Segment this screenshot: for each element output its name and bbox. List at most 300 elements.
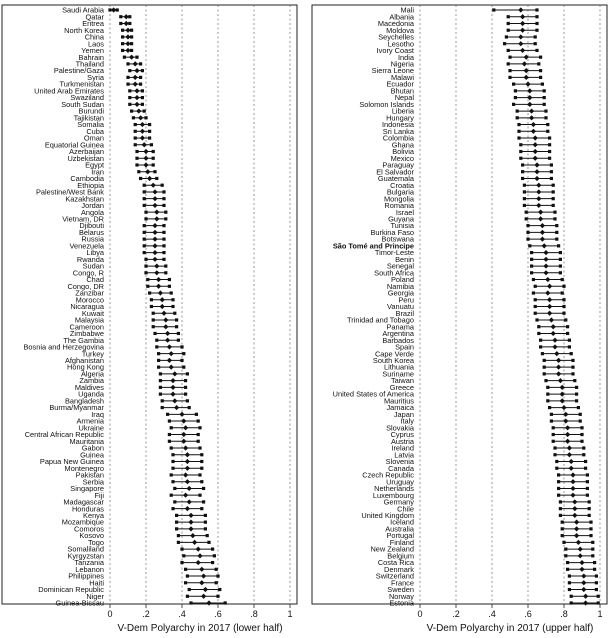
ci-lower-marker xyxy=(184,568,187,571)
country-label: Somaliland xyxy=(67,544,104,554)
country-label: Bosnia and Herzegovina xyxy=(23,342,104,352)
country-label: Bangladesh xyxy=(64,396,104,406)
ci-upper-marker xyxy=(550,163,553,166)
ci-upper-marker xyxy=(535,29,538,32)
ci-lower-marker xyxy=(135,163,138,166)
point-estimate xyxy=(161,311,166,316)
ci-lower-marker xyxy=(553,446,556,449)
country-label: Ghana xyxy=(391,140,414,150)
country-label: Denmark xyxy=(384,564,414,574)
ci-upper-marker xyxy=(180,359,183,362)
country-label: Yemen xyxy=(81,46,104,56)
ci-upper-marker xyxy=(552,184,555,187)
point-estimate xyxy=(542,243,547,248)
point-estimate xyxy=(569,459,574,464)
country-label: Seychelles xyxy=(378,32,414,42)
ci-upper-marker xyxy=(588,514,591,517)
ci-lower-marker xyxy=(561,534,564,537)
point-estimate xyxy=(187,486,192,491)
point-estimate xyxy=(583,600,588,605)
x-tick-label: .2 xyxy=(142,609,150,619)
ci-lower-marker xyxy=(519,157,522,160)
ci-upper-marker xyxy=(180,345,183,348)
country-label: Guyana xyxy=(388,214,414,224)
point-estimate xyxy=(536,183,541,188)
ci-lower-marker xyxy=(143,184,146,187)
ci-lower-marker xyxy=(161,399,164,402)
point-estimate xyxy=(543,270,548,275)
point-estimate xyxy=(565,425,570,430)
point-estimate xyxy=(547,297,552,302)
ci-lower-marker xyxy=(562,541,565,544)
country-label: South Korea xyxy=(372,356,414,366)
ci-upper-marker xyxy=(186,372,189,375)
country-label: Libya xyxy=(86,248,104,258)
point-estimate xyxy=(579,560,584,565)
ci-upper-marker xyxy=(534,42,537,45)
country-label: Greece xyxy=(389,382,414,392)
x-tick-label: 1 xyxy=(597,609,603,619)
country-label: Oman xyxy=(83,133,104,143)
country-label: Portugal xyxy=(386,531,414,541)
country-label: Fiji xyxy=(94,490,104,500)
ci-upper-marker xyxy=(550,177,553,180)
point-estimate xyxy=(151,183,156,188)
country-label: Central African Republic xyxy=(24,430,104,440)
point-estimate xyxy=(201,573,206,578)
point-estimate xyxy=(140,129,145,134)
point-estimate xyxy=(152,189,157,194)
point-estimate xyxy=(527,88,532,93)
country-label: Thailand xyxy=(75,59,104,69)
country-label: El Salvador xyxy=(376,167,414,177)
country-label: Taiwan xyxy=(390,376,414,386)
point-estimate xyxy=(545,290,550,295)
country-label: Australia xyxy=(385,524,414,534)
point-estimate xyxy=(578,553,583,558)
country-label: Sweden xyxy=(387,585,414,595)
ci-upper-marker xyxy=(175,318,178,321)
point-estimate xyxy=(572,499,577,504)
point-estimate xyxy=(583,594,588,599)
country-label: Cuba xyxy=(86,126,104,136)
country-label: Colombia xyxy=(382,133,414,143)
point-estimate xyxy=(558,378,563,383)
point-estimate xyxy=(567,445,572,450)
ci-lower-marker xyxy=(155,339,158,342)
point-estimate xyxy=(165,338,170,343)
ci-lower-marker xyxy=(171,460,174,463)
ci-lower-marker xyxy=(530,271,533,274)
ci-upper-marker xyxy=(586,473,589,476)
point-estimate xyxy=(556,358,561,363)
point-estimate xyxy=(203,587,208,592)
point-estimate xyxy=(520,48,525,53)
country-label: Tajikistan xyxy=(73,113,104,123)
ci-lower-marker xyxy=(175,521,178,524)
ci-lower-marker xyxy=(512,103,515,106)
point-estimate xyxy=(534,176,539,181)
point-estimate xyxy=(547,304,552,309)
ci-lower-marker xyxy=(557,494,560,497)
x-tick-label: .8 xyxy=(560,609,568,619)
point-estimate xyxy=(520,14,525,19)
country-label: Barbados xyxy=(382,335,414,345)
point-estimate xyxy=(579,567,584,572)
lower-half-panel xyxy=(2,5,297,634)
ci-upper-marker xyxy=(211,561,214,564)
point-estimate xyxy=(527,102,532,107)
point-estimate xyxy=(549,317,554,322)
ci-upper-marker xyxy=(534,35,537,38)
ci-upper-marker xyxy=(580,433,583,436)
ci-lower-marker xyxy=(516,116,519,119)
point-estimate xyxy=(192,540,197,545)
point-estimate xyxy=(172,371,177,376)
ci-lower-marker xyxy=(507,15,510,18)
country-label: Morocco xyxy=(75,295,104,305)
country-label: Haiti xyxy=(89,578,104,588)
ci-upper-marker xyxy=(168,278,171,281)
ci-upper-marker xyxy=(216,595,219,598)
point-estimate xyxy=(154,270,159,275)
country-label: Eritrea xyxy=(82,19,104,29)
country-label: Latvia xyxy=(394,450,414,460)
country-label: Austria xyxy=(390,436,414,446)
ci-lower-marker xyxy=(146,278,149,281)
ci-lower-marker xyxy=(143,244,146,247)
country-label: South Sudan xyxy=(61,99,104,109)
ci-upper-marker xyxy=(584,467,587,470)
country-label: Pakistan xyxy=(75,470,104,480)
ci-lower-marker xyxy=(128,89,131,92)
ci-lower-marker xyxy=(530,258,533,261)
country-label: Bahrain xyxy=(78,52,104,62)
ci-lower-marker xyxy=(564,547,567,550)
country-label: Uzbekistan xyxy=(67,153,104,163)
country-label: Jordan xyxy=(81,201,104,211)
country-label: Tanzania xyxy=(74,558,104,568)
ci-upper-marker xyxy=(184,386,187,389)
point-estimate xyxy=(540,223,545,228)
point-estimate xyxy=(538,210,543,215)
ci-lower-marker xyxy=(512,83,515,86)
point-estimate xyxy=(196,546,201,551)
ci-lower-marker xyxy=(564,554,567,557)
ci-upper-marker xyxy=(197,433,200,436)
point-estimate xyxy=(140,135,145,140)
country-label: Mozambique xyxy=(61,517,104,527)
ci-lower-marker xyxy=(170,426,173,429)
ci-upper-marker xyxy=(170,291,173,294)
ci-lower-marker xyxy=(521,163,524,166)
ci-lower-marker xyxy=(159,379,162,382)
point-estimate xyxy=(167,344,172,349)
country-label: Iran xyxy=(91,167,104,177)
ci-upper-marker xyxy=(552,204,555,207)
point-estimate xyxy=(142,142,147,147)
ci-lower-marker xyxy=(517,136,520,139)
ci-lower-marker xyxy=(143,204,146,207)
ci-upper-marker xyxy=(582,453,585,456)
point-estimate xyxy=(154,263,159,268)
ci-lower-marker xyxy=(128,103,131,106)
ci-upper-marker xyxy=(537,62,540,65)
x-tick-label: 0 xyxy=(107,609,113,619)
point-estimate xyxy=(156,277,161,282)
ci-upper-marker xyxy=(555,238,558,241)
point-estimate xyxy=(561,405,566,410)
country-label: Luxembourg xyxy=(372,490,414,500)
ci-upper-marker xyxy=(559,264,562,267)
country-label: Kyrgyzstan xyxy=(67,551,104,561)
ci-upper-marker xyxy=(168,285,171,288)
ci-lower-marker xyxy=(525,211,528,214)
country-label: United States of America xyxy=(332,389,414,399)
country-label: Namibia xyxy=(386,281,414,291)
ci-lower-marker xyxy=(546,386,549,389)
ci-lower-marker xyxy=(170,446,173,449)
point-estimate xyxy=(556,371,561,376)
ci-lower-marker xyxy=(535,318,538,321)
point-estimate xyxy=(540,237,545,242)
point-estimate xyxy=(543,263,548,268)
country-label: Finland xyxy=(389,537,414,547)
point-estimate xyxy=(190,533,195,538)
point-estimate xyxy=(188,526,193,531)
point-estimate xyxy=(545,277,550,282)
point-estimate xyxy=(533,149,538,154)
point-estimate xyxy=(554,351,559,356)
ci-lower-marker xyxy=(568,581,571,584)
country-label: Guinea xyxy=(80,450,104,460)
country-label: Norway xyxy=(388,591,414,601)
ci-lower-marker xyxy=(137,170,140,173)
ci-lower-marker xyxy=(157,359,160,362)
country-label: Syria xyxy=(87,72,104,82)
country-label: Russia xyxy=(81,234,104,244)
ci-upper-marker xyxy=(162,224,165,227)
ci-upper-marker xyxy=(535,8,538,11)
country-label: Albania xyxy=(389,12,414,22)
point-estimate xyxy=(133,75,138,80)
ci-lower-marker xyxy=(153,332,156,335)
point-estimate xyxy=(534,162,539,167)
country-label: Philippines xyxy=(68,571,104,581)
ci-lower-marker xyxy=(550,419,553,422)
country-label: Suriname xyxy=(382,369,414,379)
point-estimate xyxy=(578,546,583,551)
country-label: Montenegro xyxy=(64,463,104,473)
point-estimate xyxy=(185,506,190,511)
ci-lower-marker xyxy=(508,69,511,72)
ci-lower-marker xyxy=(507,22,510,25)
ci-upper-marker xyxy=(535,15,538,18)
ci-upper-marker xyxy=(198,494,201,497)
ci-upper-marker xyxy=(543,89,546,92)
ci-lower-marker xyxy=(566,561,569,564)
country-label: Uruguay xyxy=(386,477,414,487)
point-estimate xyxy=(156,284,161,289)
ci-lower-marker xyxy=(159,393,162,396)
ci-lower-marker xyxy=(180,547,183,550)
ci-upper-marker xyxy=(139,62,142,65)
point-estimate xyxy=(547,311,552,316)
ci-upper-marker xyxy=(559,251,562,254)
ci-lower-marker xyxy=(526,231,529,234)
ci-lower-marker xyxy=(180,561,183,564)
ci-upper-marker xyxy=(215,581,218,584)
ci-upper-marker xyxy=(150,143,153,146)
point-estimate xyxy=(154,216,159,221)
point-estimate xyxy=(565,439,570,444)
ci-lower-marker xyxy=(546,393,549,396)
country-label: India xyxy=(397,52,414,62)
country-label: Nicaragua xyxy=(70,302,104,312)
country-label: Kuwait xyxy=(81,308,104,318)
x-tick-label: .6 xyxy=(524,609,532,619)
ci-upper-marker xyxy=(148,123,151,126)
point-estimate xyxy=(572,506,577,511)
ci-lower-marker xyxy=(543,366,546,369)
country-label: Guinea-Bissau xyxy=(55,598,104,608)
ci-upper-marker xyxy=(579,419,582,422)
ci-upper-marker xyxy=(573,379,576,382)
ci-upper-marker xyxy=(198,473,201,476)
country-label: Venezuela xyxy=(69,241,104,251)
ci-lower-marker xyxy=(132,116,135,119)
ci-lower-marker xyxy=(532,278,535,281)
ci-lower-marker xyxy=(135,157,138,160)
ci-upper-marker xyxy=(543,103,546,106)
ci-upper-marker xyxy=(575,386,578,389)
country-label: Hong Kong xyxy=(67,362,104,372)
country-label: Maldives xyxy=(74,382,104,392)
ci-upper-marker xyxy=(557,244,560,247)
point-estimate xyxy=(124,21,129,26)
point-estimate xyxy=(140,122,145,127)
ci-lower-marker xyxy=(539,339,542,342)
ci-upper-marker xyxy=(161,184,164,187)
ci-lower-marker xyxy=(170,494,173,497)
country-label: São Tomé and Principe xyxy=(332,241,414,251)
ci-upper-marker xyxy=(164,211,167,214)
country-label: Poland xyxy=(390,275,414,285)
ci-lower-marker xyxy=(559,500,562,503)
ci-lower-marker xyxy=(128,69,131,72)
ci-lower-marker xyxy=(171,453,174,456)
point-estimate xyxy=(196,560,201,565)
ci-lower-marker xyxy=(152,312,155,315)
point-estimate xyxy=(518,41,523,46)
point-estimate xyxy=(185,466,190,471)
ci-lower-marker xyxy=(143,190,146,193)
point-estimate xyxy=(125,28,130,33)
ci-upper-marker xyxy=(164,217,167,220)
ci-lower-marker xyxy=(134,130,137,133)
ci-upper-marker xyxy=(579,413,582,416)
country-label: Honduras xyxy=(71,504,104,514)
ci-upper-marker xyxy=(588,507,591,510)
point-estimate xyxy=(152,203,157,208)
ci-lower-marker xyxy=(155,345,158,348)
ci-upper-marker xyxy=(562,298,565,301)
country-label: Bhutan xyxy=(390,86,414,96)
ci-upper-marker xyxy=(561,278,564,281)
ci-lower-marker xyxy=(143,251,146,254)
ci-upper-marker xyxy=(171,305,174,308)
country-label: Cameroon xyxy=(69,322,104,332)
ci-lower-marker xyxy=(519,143,522,146)
point-estimate xyxy=(145,169,150,174)
ci-lower-marker xyxy=(139,177,142,180)
country-label: Swaziland xyxy=(70,93,104,103)
point-estimate xyxy=(163,317,168,322)
ci-upper-marker xyxy=(171,298,174,301)
ci-upper-marker xyxy=(162,204,165,207)
country-label: Angola xyxy=(80,207,104,217)
point-estimate xyxy=(124,14,129,19)
country-label: Niger xyxy=(86,591,104,601)
ci-upper-marker xyxy=(175,325,178,328)
country-label: Azerbaijan xyxy=(69,147,104,157)
ci-upper-marker xyxy=(541,83,544,86)
upper-half-panel xyxy=(312,5,607,634)
country-label: Israel xyxy=(395,207,414,217)
ci-lower-marker xyxy=(514,96,517,99)
ci-lower-marker xyxy=(184,581,187,584)
point-estimate xyxy=(551,331,556,336)
ci-upper-marker xyxy=(544,109,547,112)
point-estimate xyxy=(152,243,157,248)
ci-upper-marker xyxy=(582,446,585,449)
point-estimate xyxy=(179,412,184,417)
country-label: Comoros xyxy=(74,524,104,534)
point-estimate xyxy=(133,82,138,87)
ci-lower-marker xyxy=(171,467,174,470)
ci-lower-marker xyxy=(143,197,146,200)
ci-lower-marker xyxy=(148,291,151,294)
ci-lower-marker xyxy=(505,35,508,38)
point-estimate xyxy=(134,95,139,100)
ci-upper-marker xyxy=(595,574,598,577)
point-estimate xyxy=(199,567,204,572)
ci-lower-marker xyxy=(517,123,520,126)
ci-lower-marker xyxy=(508,76,511,79)
ci-upper-marker xyxy=(586,487,589,490)
point-estimate xyxy=(169,365,174,370)
country-label: Switzerland xyxy=(375,571,414,581)
country-label: Somalia xyxy=(77,120,104,130)
country-label: Zambia xyxy=(79,376,104,386)
point-estimate xyxy=(572,513,577,518)
x-tick-label: 1 xyxy=(287,609,293,619)
country-label: Ethiopia xyxy=(77,180,104,190)
ci-upper-marker xyxy=(216,574,219,577)
ci-upper-marker xyxy=(546,130,549,133)
country-label: Vietnam, DR xyxy=(62,214,104,224)
ci-upper-marker xyxy=(139,76,142,79)
point-estimate xyxy=(581,580,586,585)
country-label: Kazakhstan xyxy=(65,194,104,204)
point-estimate xyxy=(183,445,188,450)
ci-lower-marker xyxy=(555,467,558,470)
ci-lower-marker xyxy=(119,15,122,18)
ci-lower-marker xyxy=(121,35,124,38)
point-estimate xyxy=(185,459,190,464)
ci-upper-marker xyxy=(597,601,600,604)
x-tick-label: .6 xyxy=(214,609,222,619)
